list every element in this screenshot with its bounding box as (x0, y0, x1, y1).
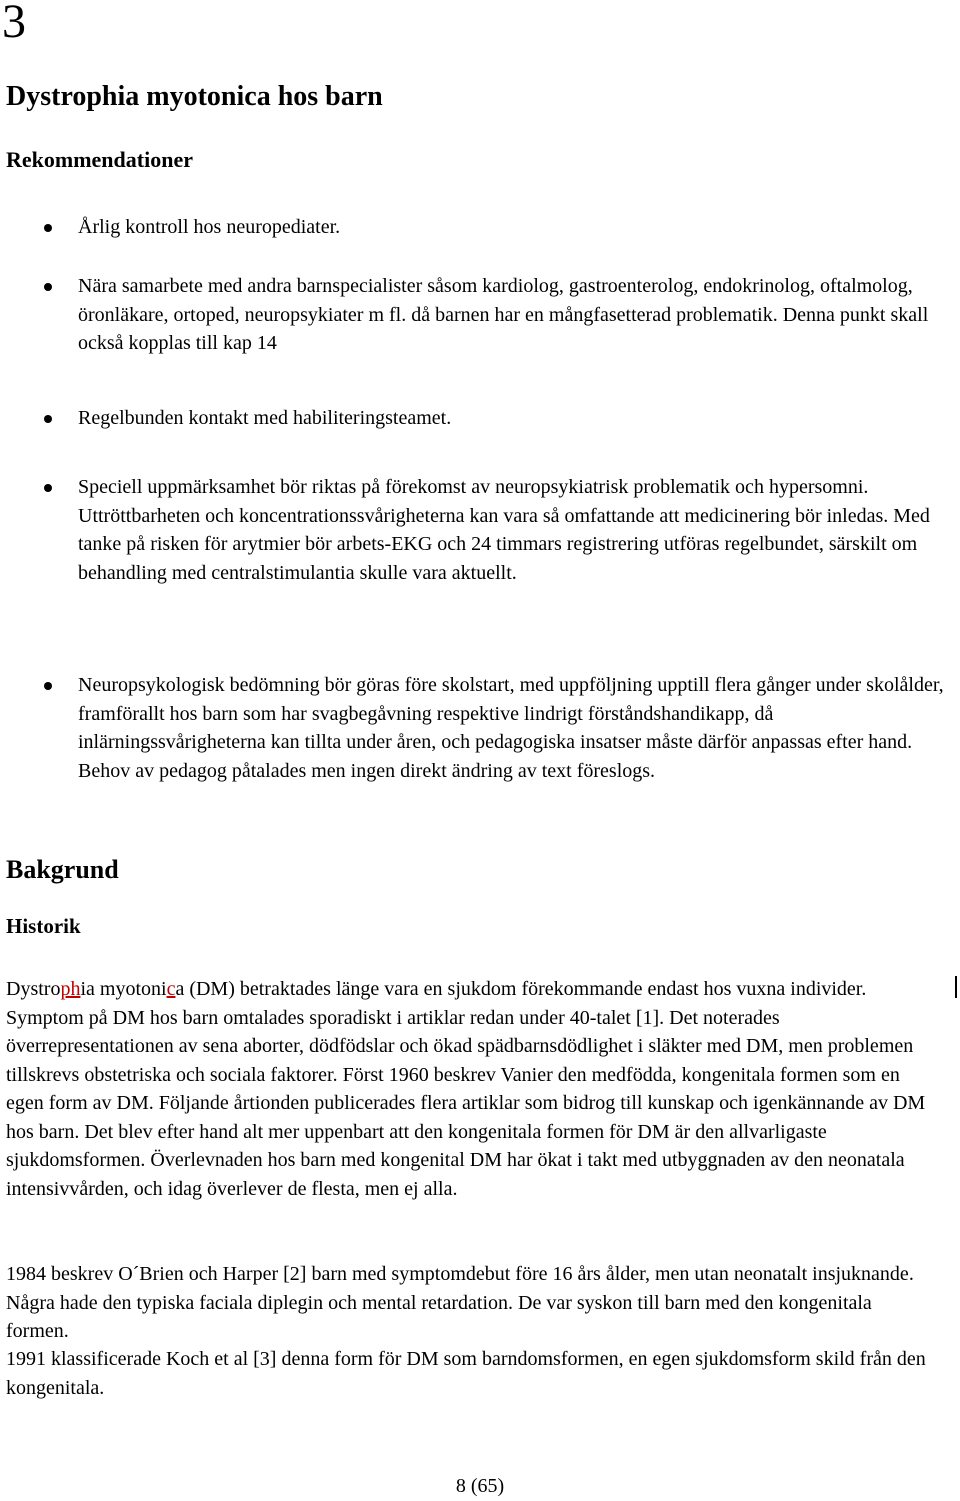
text-segment: a (DM) betraktades länge vara en sjukdom förekommande endast hos vuxna individer. Symptom på DM hos barn omtalades sporadiskt i artiklar redan under 40-talet [1]. Det noterades överrepresentationen av sena aborter, dödfödslar och ökad spädbarnsdödlighet i släkter med DM, men problemen tillskrevs obstetriska och sociala faktorer. Först 1960 beskrev Vanier den medfödda, kongenitala formen som en egen form av DM. Följande årtionden publicerades flera artiklar som bidrog till kunskap och igenkännande av DM hos barn. Det blev efter hand alt mer uppenbart att den kongenitala formen för DM är den allvarligaste sjukdomsformen. Överlevnaden hos barn med kongenital DM har ökat i takt med utbyggnaden av den neonatala intensivvården, och idag överlever de flesta, men ej alla. (6, 978, 926, 1200)
list-item (78, 213, 948, 242)
document-title: Dystrophia myotonica hos barn (6, 81, 383, 112)
list-item-text: Årlig kontroll hos neuropediater. (78, 216, 341, 238)
background-heading: Bakgrund (6, 855, 119, 884)
history-subheading: Historik (6, 914, 81, 938)
page-number: 8 (65) (455, 1475, 505, 1497)
recommendations-heading: Rekommendationer (6, 147, 193, 172)
list-item-text: Regelbunden kontakt med habiliteringsteamet. (78, 407, 452, 429)
list-item (78, 272, 948, 358)
history-paragraph-1 (6, 975, 936, 1203)
revised-text: c (166, 978, 176, 1000)
bullet-icon (44, 415, 52, 423)
list-item (78, 671, 948, 785)
list-item-text: Nära samarbete med andra barnspecialister såsom kardiolog, gastroenterolog, endokrinolog, oftalmolog, öronläkare, ortoped, neuropsykiater m fl. då barnen har en mångfasetterad problematik. Denna punkt skall också kopplas till kap 14 (78, 275, 929, 354)
history-paragraph-2: 1984 beskrev O´Brien och Harper [2] barn med symptomdebut före 16 års ålder, men utan neonatalt insjuknande. Några hade den typiska faciala diplegin och mental retardation. De var syskon till barn med den kongenitala formen. (6, 1263, 914, 1342)
bullet-icon (44, 224, 52, 232)
text-segment: ia myotoni (80, 978, 167, 1000)
bullet-icon (44, 283, 52, 291)
list-item-text: Neuropsykologisk bedömning bör göras före skolstart, med uppföljning upptill flera gånger under skolålder, framförallt hos barn som har svagbegåvning respektive lindrigt förståndshandikapp, då inlärningssvårigheterna kan tillta under åren, och pedagogiska insatser måste därför anpassas efter hand. Behov av pedagog påtalades men ingen direkt ändring av text föreslogs. (78, 674, 944, 782)
text-segment: Dystro (6, 978, 61, 1000)
list-item-text: Speciell uppmärksamhet bör riktas på förekomst av neuropsykiatrisk problematik och hypersomni. Uttröttbarheten och koncentrationssvårigheterna kan vara så omfattande att medicinering bör inledas. Med tanke på risken för arytmier bör arbets-EKG och 24 timmars registrering utföras regelbundet, särskilt om behandling med centralstimulantia skulle vara aktuellt. (78, 476, 930, 584)
revision-bar (955, 976, 957, 998)
chapter-number: 3 (2, 0, 26, 48)
history-paragraph-3: 1991 klassificerade Koch et al [3] denna form för DM som barndomsformen, en egen sjukdomsform skild från den kongenitala. (6, 1348, 926, 1399)
bullet-icon (44, 484, 52, 492)
revised-text: ph (60, 978, 81, 1000)
list-item (78, 404, 948, 433)
list-item (78, 473, 948, 587)
bullet-icon (44, 682, 52, 690)
